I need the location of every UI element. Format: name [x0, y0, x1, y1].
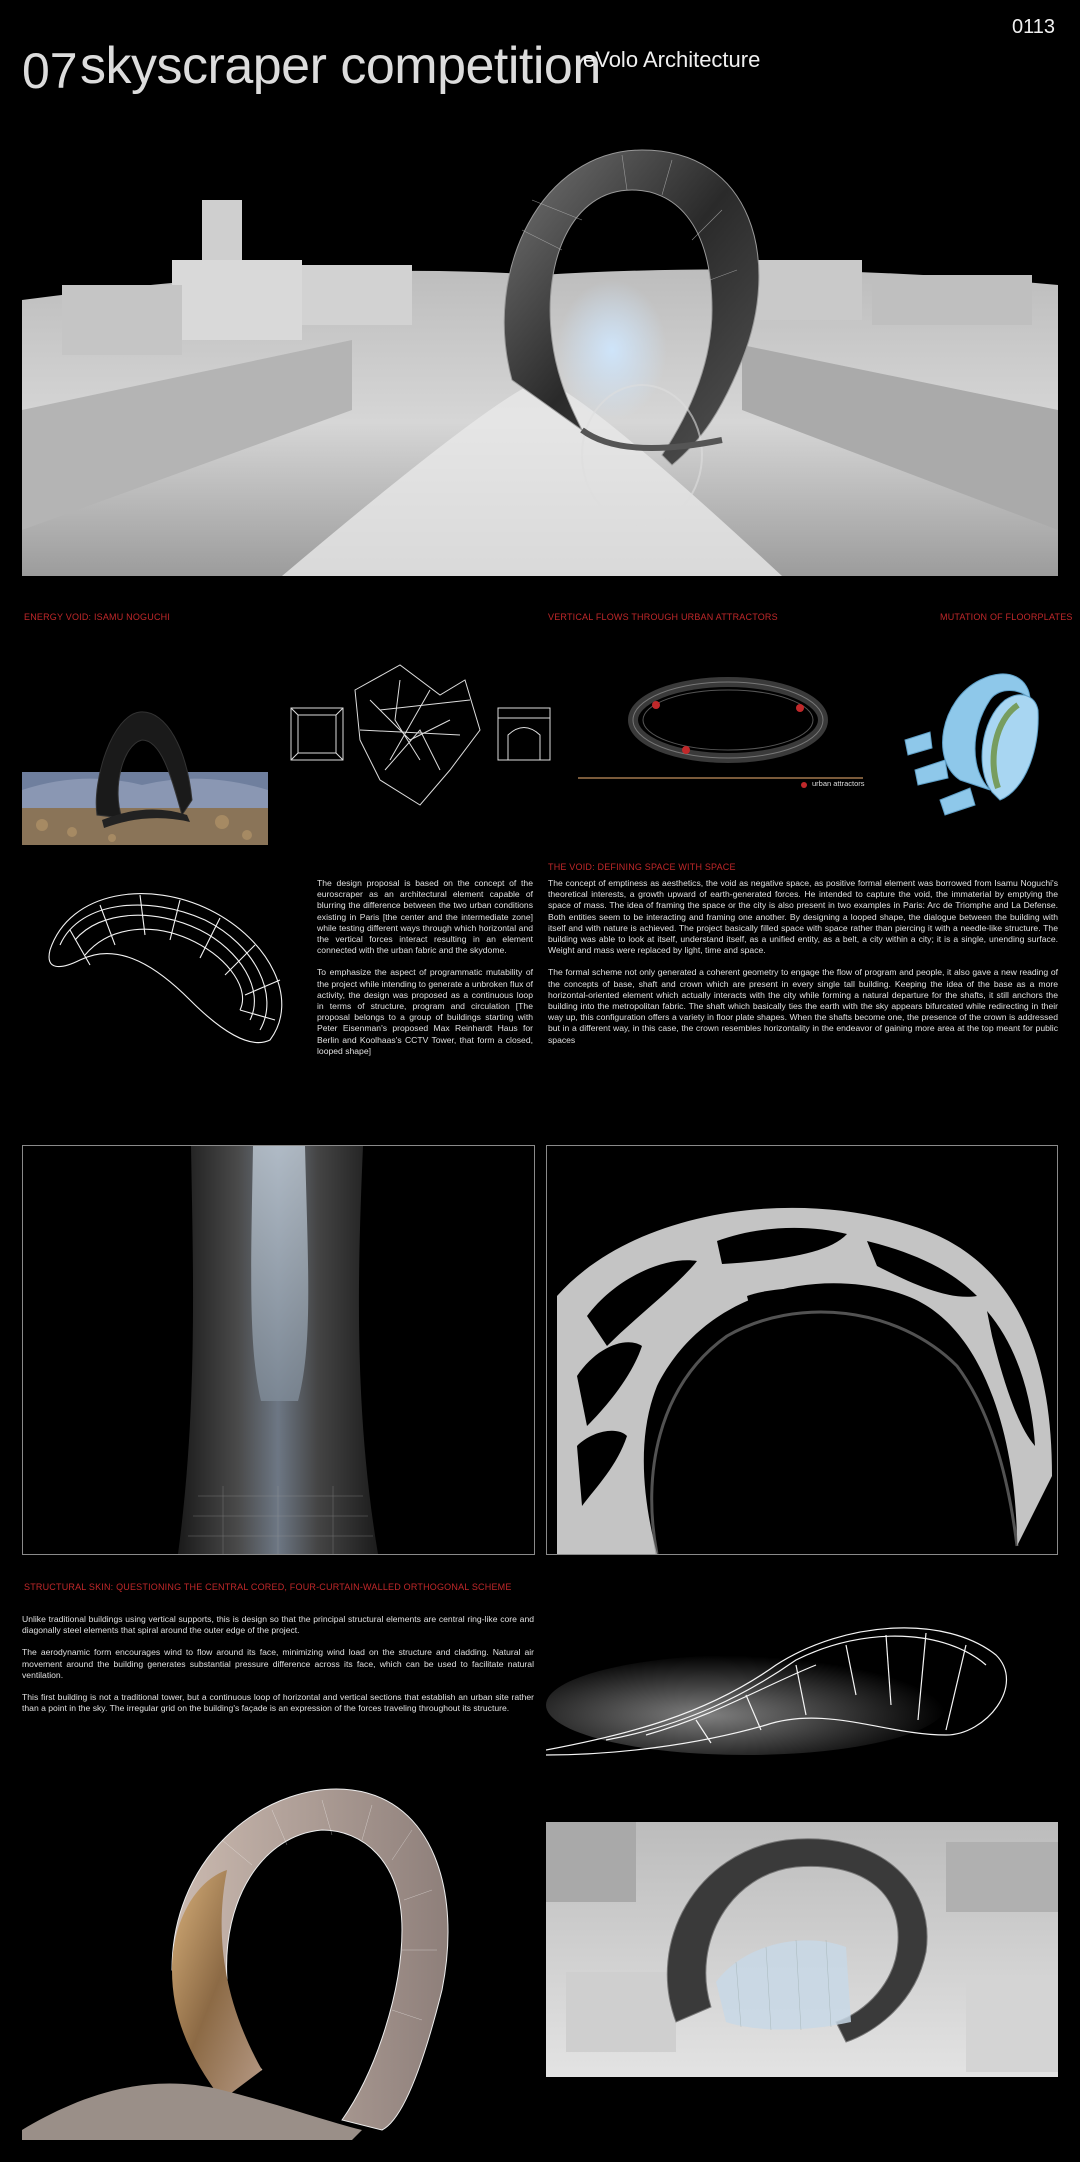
page-title: skyscraper competition: [80, 37, 601, 95]
entry-code: 0113: [1012, 16, 1056, 38]
proposal-paragraph-2: To emphasize the aspect of programmatic mutability of the project while intending to generate a unbroken flux of activity, the design was proposed as a continuous loop in terms of structure, program and circulation [The proposal belongs to a group of buildings starting with Peter Eisenman's proposed Max Reinhardt Haus for Berlin and Koolhaas's CCTV Tower, that form a closed, looped shape]: [317, 967, 533, 1056]
skin-paragraph-1: Unlike traditional buildings using vertical supports, this is design so that the principal structural elements are central ring-like core and diagonally steel elements that spiral around the outer edge of the project.: [22, 1614, 534, 1636]
proposal-text: [317, 878, 533, 1068]
void-text: [548, 878, 1058, 1057]
skin-closeup-frame: [546, 1145, 1058, 1555]
skin-text: [22, 1614, 534, 1725]
the-void-heading: THE VOID: DEFINING SPACE WITH SPACE: [548, 862, 736, 872]
light-wireframe-render: [546, 1605, 1016, 1765]
page-subtitle: eVolo Architecture: [583, 47, 761, 72]
loop-tower-render: [22, 1770, 535, 2140]
wireframe-loop-render: [30, 870, 300, 1050]
site-model-render: [546, 1822, 1058, 2077]
void-paragraph-2: The formal scheme not only generated a coherent geometry to engage the flow of program and people, it also gave a new reading of the concepts of base, shaft and crown which are present in every single tall building. Keeping the idea of the base as a more horizontal-oriented element which actually interacts with the city while forming a natural departure for the shafts, it still anchors the building into the metropolitan fabric. The shaft which basically ties the earth with the sky appears bifurcated while redirecting in their way up, this configuration offers a variety in floor plate shapes. When the shafts become one, the presence of the crown is addressed but in a different way, in this case, the crown resembles horizontality in the endeavor of gaining more area at the top meant for public spaces: [548, 967, 1058, 1045]
energy-void-label: ENERGY VOID: ISAMU NOGUCHI: [24, 612, 171, 622]
shaft-render-frame: [22, 1145, 535, 1555]
hero-render: [22, 110, 1058, 576]
void-paragraph-1: The concept of emptiness as aesthetics, the void as negative space, as positive formal element was borrowed from Isamu Noguchi's theoretical interests, a growth upward of earth-generated forces. He intended to capture the void, the immaterial by emptying the space of mass. The idea of framing the space or the city is also present in two examples in Paris: Arc de Triomphe and La Defense. Both entities seem to be interacting and framing one another. By designing a looped shape, the dialogue between the building with itself and with nature is achieved. The project basically filled space with space rather than piercing it with a needle-like structure. The building was able to look at itself, understand itself, as a unified entity, as a belt, a city within a city; it is a single, unending surface. Weight and mass were replaced by light, time and space.: [548, 878, 1058, 956]
vertical-flows-label: VERTICAL FLOWS THROUGH URBAN ATTRACTORS: [548, 612, 778, 622]
skin-paragraph-2: The aerodynamic form encourages wind to flow around its face, minimizing wind load on the structure and cladding. Natural air movement around the building generates substantial pressure difference across its face, which can be used to facilitate natural ventilation.: [22, 1647, 534, 1680]
competition-number: 07: [22, 43, 78, 99]
structural-skin-heading: STRUCTURAL SKIN: QUESTIONING THE CENTRAL CORED, FOUR-CURTAIN-WALLED ORTHOGONAL SCHEME: [24, 1582, 512, 1592]
floorplates-image: [900, 660, 1050, 820]
noguchi-sculpture-image: [22, 690, 268, 845]
proposal-paragraph-1: The design proposal is based on the concept of the euroscraper as an architectural element capable of blurring the difference between the two urban conditions existing in Paris [the center and the intermediate zone] while testing different ways through which horizontal and the vertical forces interact resulting in an element connected with the urban fabric and the skydome.: [317, 878, 533, 956]
skin-paragraph-3: This first building is not a traditional tower, but a continuous loop of horizontal and vertical sections that establish an urban site rather than a point in the sky. The irregular grid on the building's façade is an expression of the forces traveling throughout its structure.: [22, 1692, 534, 1714]
paris-diagram: [290, 660, 552, 810]
mutation-label: MUTATION OF FLOORPLATES: [940, 612, 1073, 622]
urban-attractors-legend: urban attractors: [812, 779, 865, 788]
